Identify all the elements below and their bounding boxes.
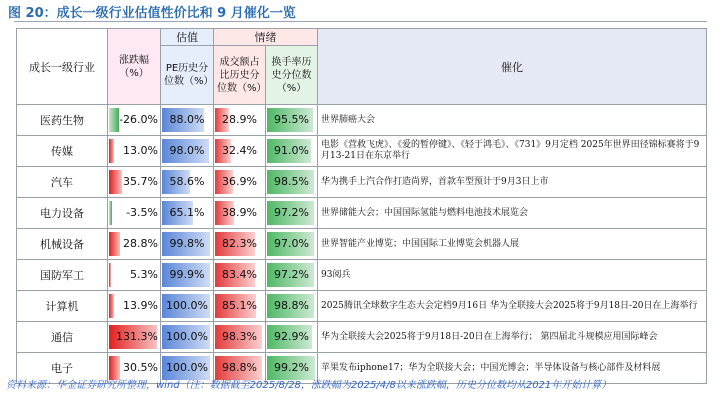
turnover-value: 95.5% (274, 113, 309, 126)
header-catalyst: 催化 (318, 29, 707, 105)
change-value: 28.8% (123, 237, 158, 250)
amount-value: 82.3% (222, 237, 257, 250)
pe-cell (161, 136, 214, 167)
header-turnover: 换手率历史分位数（%） (266, 46, 318, 105)
table-row (17, 105, 707, 136)
change-value: -3.5% (126, 206, 158, 219)
amount-cell (214, 167, 266, 198)
turnover-cell (266, 260, 318, 291)
pe-cell (161, 198, 214, 229)
turnover-value: 97.0% (274, 237, 309, 250)
header-change: 涨跌幅（%） (108, 29, 161, 105)
turnover-value: 98.5% (274, 175, 309, 188)
table-row (17, 167, 707, 198)
turnover-value: 97.2% (274, 206, 309, 219)
industry-cell: 国防军工 (17, 260, 108, 291)
header-sentiment-group: 情绪 (214, 29, 318, 46)
turnover-cell (266, 105, 318, 136)
header-industry: 成长一级行业 (17, 29, 108, 105)
industry-cell: 计算机 (17, 291, 108, 322)
catalyst-cell: 93阅兵 (318, 260, 707, 291)
change-cell (108, 291, 161, 322)
pe-value: 88.0% (169, 113, 205, 126)
amount-cell (214, 260, 266, 291)
turnover-value: 98.8% (274, 299, 309, 312)
amount-cell (214, 353, 266, 384)
pe-cell (161, 322, 214, 353)
figure-title: 图 20：成长一级行业估值性价比和 9 月催化一览 (8, 6, 296, 21)
change-bar (109, 139, 114, 163)
amount-cell (214, 198, 266, 229)
change-bar (109, 232, 120, 256)
change-cell (108, 322, 161, 353)
amount-cell (214, 322, 266, 353)
amount-cell (214, 229, 266, 260)
change-bar (109, 201, 112, 225)
turnover-cell (266, 291, 318, 322)
pe-value: 98.0% (169, 144, 205, 157)
amount-cell (214, 291, 266, 322)
amount-value: 83.4% (222, 268, 257, 281)
industry-cell: 电子 (17, 353, 108, 384)
pe-value: 65.1% (169, 206, 205, 219)
pe-cell (161, 229, 214, 260)
turnover-cell (266, 322, 318, 353)
amount-cell (214, 105, 266, 136)
pe-cell (161, 167, 214, 198)
source-note: 资料来源：华金证券研究所整理，wind（注：数据截至2025/8/28，涨跌幅为2025/4/8以来涨跌幅，历史分位数均从2021年开始计算） (6, 380, 612, 391)
turnover-cell (266, 198, 318, 229)
change-value: 35.7% (123, 175, 158, 188)
change-bar (109, 294, 114, 318)
industry-cell: 机械设备 (17, 229, 108, 260)
amount-value: 85.1% (222, 299, 257, 312)
amount-value: 38.9% (222, 206, 257, 219)
table-row (17, 136, 707, 167)
header-pe: PE历史分位数（%） (161, 46, 214, 105)
pe-value: 99.9% (169, 268, 205, 281)
table-row (17, 291, 707, 322)
catalyst-table (16, 28, 707, 384)
amount-cell (214, 136, 266, 167)
industry-cell: 电力设备 (17, 198, 108, 229)
catalyst-cell: 2025腾讯全球数字生态大会定档9月16日 华为全联接大会2025将于9月18日-20日在上海举行 (318, 291, 707, 322)
pe-cell (161, 291, 214, 322)
turnover-cell (266, 229, 318, 260)
title-divider (14, 21, 707, 22)
turnover-value: 92.9% (274, 330, 309, 343)
pe-cell (161, 353, 214, 384)
change-cell (108, 229, 161, 260)
amount-value: 36.9% (222, 175, 257, 188)
amount-value: 98.8% (222, 361, 257, 374)
turnover-value: 91.0% (274, 144, 309, 157)
industry-cell: 传媒 (17, 136, 108, 167)
change-bar (109, 263, 111, 287)
change-value: 13.0% (123, 144, 158, 157)
amount-value: 32.4% (222, 144, 257, 157)
change-value: 5.3% (130, 268, 158, 281)
pe-value: 100.0% (166, 361, 208, 374)
catalyst-cell: 世界肺癌大会 (318, 105, 707, 136)
amount-value: 98.3% (222, 330, 257, 343)
change-cell (108, 136, 161, 167)
change-value: -26.0% (119, 113, 158, 126)
table-row (17, 198, 707, 229)
table-body (17, 105, 707, 384)
change-bar (109, 108, 119, 132)
catalyst-cell: 电影《营救飞虎》、《爱的暂停键》、《轻于鸿毛》、《731》9月定档 2025年世界田径锦标赛将于9月13-21日在东京举行 (318, 136, 707, 167)
header-valuation-group: 估值 (161, 29, 214, 46)
change-value: 30.5% (123, 361, 158, 374)
table-row (17, 260, 707, 291)
catalyst-cell: 华为携手上汽合作打造尚界，首款车型预计于9月3日上市 (318, 167, 707, 198)
change-cell (108, 260, 161, 291)
catalyst-cell: 世界储能大会；中国国际氢能与燃料电池技术展览会 (318, 198, 707, 229)
turnover-cell (266, 136, 318, 167)
pe-cell (161, 260, 214, 291)
change-value: 13.9% (123, 299, 158, 312)
amount-value: 28.9% (222, 113, 257, 126)
header-amount: 成交额占比历史分位数（%） (214, 46, 266, 105)
industry-cell: 通信 (17, 322, 108, 353)
catalyst-cell: 世界智能产业博览；中国国际工业博览会机器人展 (318, 229, 707, 260)
change-bar (109, 356, 120, 380)
catalyst-cell: 华为全联接大会2025将于9月18日-20日在上海举行； 第四届北斗规模应用国际峰会 (318, 322, 707, 353)
pe-value: 100.0% (166, 330, 208, 343)
pe-value: 99.8% (169, 237, 205, 250)
pe-cell (161, 105, 214, 136)
turnover-value: 99.2% (274, 361, 309, 374)
change-cell (108, 198, 161, 229)
change-value: 131.3% (116, 330, 158, 343)
pe-value: 100.0% (166, 299, 208, 312)
change-cell (108, 167, 161, 198)
turnover-value: 97.2% (274, 268, 309, 281)
catalyst-cell: 苹果发布iphone17；华为全联接大会；中国光博会；半导体设备与核心部件及材料展 (318, 353, 707, 384)
industry-cell: 医药生物 (17, 105, 108, 136)
table-row (17, 229, 707, 260)
pe-value: 58.6% (169, 175, 205, 188)
turnover-cell (266, 167, 318, 198)
industry-cell: 汽车 (17, 167, 108, 198)
turnover-cell (266, 353, 318, 384)
change-bar (109, 170, 122, 194)
table-row (17, 322, 707, 353)
change-cell (108, 105, 161, 136)
